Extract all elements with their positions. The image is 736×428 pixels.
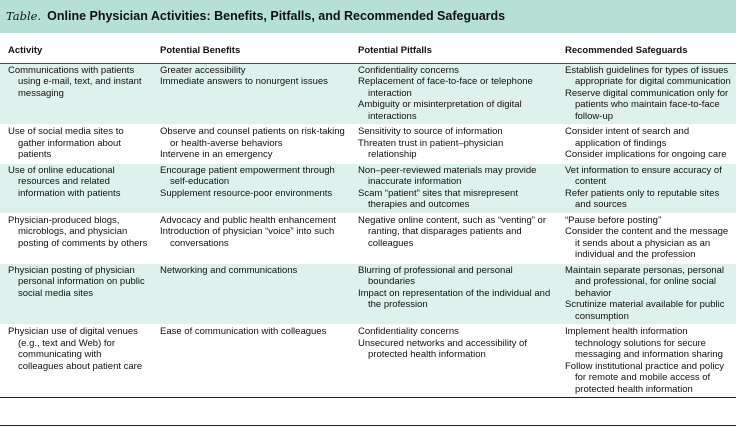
safeguards-cell: [557, 125, 736, 164]
table-row: [0, 263, 736, 325]
cell-item: Ambiguity or misinterpretation of digital interactions: [358, 99, 522, 122]
cell-item: Threaten trust in patient–physician relationship: [358, 137, 504, 160]
cell-item: Introduction of physician “voice” into such conversations: [160, 226, 335, 249]
table-title-bar: [0, 0, 736, 33]
cell-item: Vet information to ensure accuracy of content: [565, 164, 722, 187]
header-pitfalls: Potential Pitfalls: [350, 42, 557, 63]
cell-item: Impact on representation of the individual and the profession: [358, 287, 551, 310]
cell-item: Encourage patient empowerment through self-education: [160, 164, 335, 187]
cell-item: Non–peer-reviewed materials may provide inaccurate information: [358, 164, 537, 187]
cell-item: Observe and counsel patients on risk-taking or health-averse behaviors: [160, 126, 345, 149]
safeguards-cell: [557, 163, 736, 213]
cell-item: Ease of communication with colleagues: [160, 326, 327, 337]
cell-item: Scrutinize material available for public consumption: [565, 299, 725, 322]
cell-item: Refer patients only to reputable sites and sources: [565, 187, 720, 210]
cell-item: Intervene in an emergency: [160, 149, 273, 160]
safeguards-cell: [557, 325, 736, 398]
bottom-rule: [0, 425, 736, 426]
pitfalls-cell: [350, 125, 557, 164]
cell-item: Replacement of face-to-face or telephone interaction: [358, 76, 533, 99]
table-label: Table.: [6, 9, 42, 23]
cell-item: “Pause before posting”: [565, 214, 662, 226]
safeguards-cell: [557, 213, 736, 263]
cell-item: Immediate answers to nonurgent issues: [160, 76, 328, 87]
cell-item: Consider intent of search and application of findings: [565, 126, 690, 149]
header-activity: Activity: [0, 42, 152, 63]
cell-item: Use of online educational resources and related information with patients: [8, 164, 121, 199]
pitfalls-cell: [350, 163, 557, 213]
cell-item: Implement health information technology solutions for secure messaging and information sharing: [565, 326, 723, 360]
activity-cell: [0, 325, 152, 398]
cell-item: Follow institutional practice and policy for remote and mobile access of protected health information: [565, 360, 724, 395]
cell-item: Reserve digital communication only for patients who maintain face-to-face follow-up: [565, 87, 729, 122]
table-row: [0, 163, 736, 213]
cell-item: Physician use of digital venues (e.g., text and Web) for communicating with colleagues about patient care: [8, 326, 143, 372]
cell-item: Networking and communications: [160, 264, 298, 276]
header-row: [0, 42, 736, 63]
cell-item: Physician-produced blogs, microblogs, and physician posting of comments by others: [8, 214, 148, 249]
cell-item: Confidentiality concerns: [358, 326, 459, 337]
table-row: [0, 213, 736, 263]
activity-cell: [0, 125, 152, 164]
cell-item: Maintain separate personas, personal and professional, for online social behavior: [565, 264, 724, 299]
activity-cell: [0, 263, 152, 325]
cell-item: Advocacy and public health enhancement: [160, 214, 336, 226]
safeguards-cell: [557, 263, 736, 325]
benefits-cell: [152, 325, 350, 398]
cell-item: Establish guidelines for types of issues appropriate for digital communication: [565, 64, 731, 87]
pitfalls-cell: [350, 213, 557, 263]
cell-item: Negative online content, such as “venting” or ranting, that disparages patients and colleagues: [358, 214, 546, 249]
data-table: [0, 42, 736, 398]
benefits-cell: [152, 263, 350, 325]
cell-item: Unsecured networks and accessibility of protected health information: [358, 337, 527, 360]
pitfalls-cell: [350, 63, 557, 125]
header-benefits: Potential Benefits: [152, 42, 350, 63]
benefits-cell: [152, 163, 350, 213]
table-row: [0, 63, 736, 125]
header-safeguards: Recommended Safeguards: [557, 42, 736, 63]
cell-item: Physician posting of physician personal information on public social media sites: [8, 264, 145, 299]
activity-cell: [0, 63, 152, 125]
cell-item: Greater accessibility: [160, 64, 246, 76]
cell-item: Blurring of professional and personal boundaries: [358, 264, 513, 287]
cell-item: Use of social media sites to gather information about patients: [8, 126, 124, 160]
activity-cell: [0, 163, 152, 213]
cell-item: Scam “patient” sites that misrepresent therapies and outcomes: [358, 187, 518, 210]
table-body: [0, 63, 736, 398]
cell-item: Consider the content and the message it sends about a physician as an individual and the profession: [565, 226, 729, 260]
table-row: [0, 125, 736, 164]
cell-item: Communications with patients using e-mail, text, and instant messaging: [8, 64, 142, 99]
benefits-cell: [152, 213, 350, 263]
safeguards-cell: [557, 63, 736, 125]
cell-item: Consider implications for ongoing care: [565, 149, 727, 160]
table-row: [0, 325, 736, 398]
activity-cell: [0, 213, 152, 263]
table-title: Online Physician Activities: Benefits, Pitfalls, and Recommended Safeguards: [47, 9, 506, 23]
pitfalls-cell: [350, 325, 557, 398]
pitfalls-cell: [350, 263, 557, 325]
cell-item: Supplement resource-poor environments: [160, 187, 333, 199]
cell-item: Sensitivity to source of information: [358, 126, 503, 137]
benefits-cell: [152, 63, 350, 125]
benefits-cell: [152, 125, 350, 164]
cell-item: Confidentiality concerns: [358, 64, 459, 76]
